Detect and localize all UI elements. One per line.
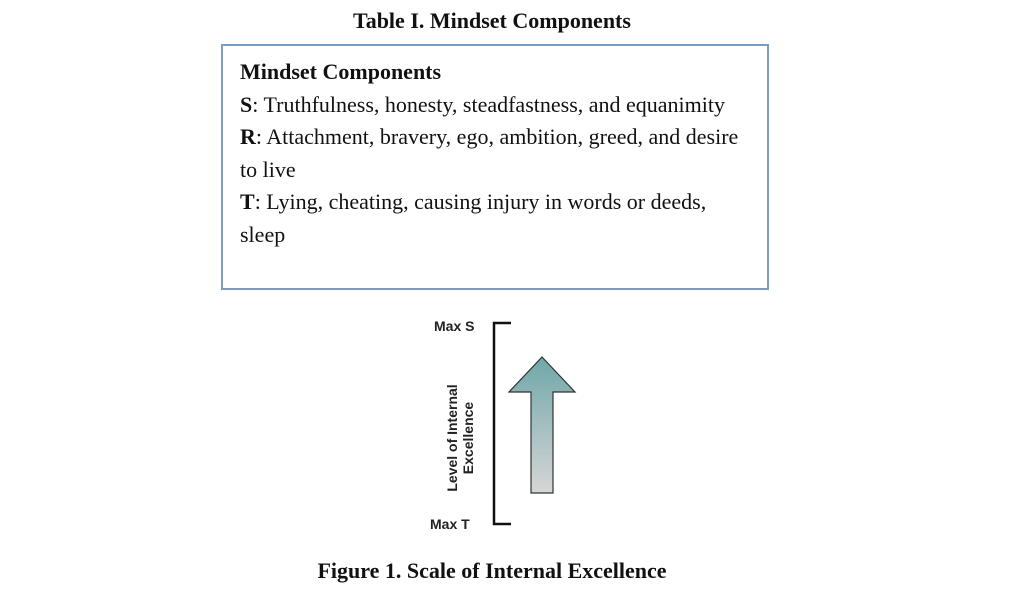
component-row-t	[240, 186, 751, 251]
component-key-t: T	[240, 189, 255, 214]
axis-label	[444, 384, 476, 491]
box-heading: Mindset Components	[240, 59, 442, 84]
component-row-r	[240, 121, 751, 186]
axis-label-line1: Level of Internal	[444, 384, 460, 492]
max-t-label: Max T	[430, 516, 470, 532]
table-title: Table I. Mindset Components	[353, 8, 631, 33]
component-row-s	[240, 89, 751, 122]
scale-figure	[420, 310, 600, 540]
up-arrow-icon	[509, 357, 575, 493]
component-text-s: : Truthfulness, honesty, steadfastness, and equanimity	[252, 91, 726, 117]
figure-caption: Figure 1. Scale of Internal Excellence	[317, 558, 667, 583]
component-key-r: R	[240, 124, 256, 149]
component-key-s: S	[240, 91, 253, 117]
component-text-t: : Lying, cheating, causing injury in words or deeds, sleep	[240, 189, 707, 247]
scale-bracket	[494, 323, 511, 524]
mindset-components-box	[221, 44, 769, 290]
component-text-r: : Attachment, bravery, ego, ambition, greed, and desire to live	[240, 124, 739, 182]
axis-label-line2: Excellence	[460, 401, 476, 475]
max-s-label: Max S	[434, 318, 475, 334]
